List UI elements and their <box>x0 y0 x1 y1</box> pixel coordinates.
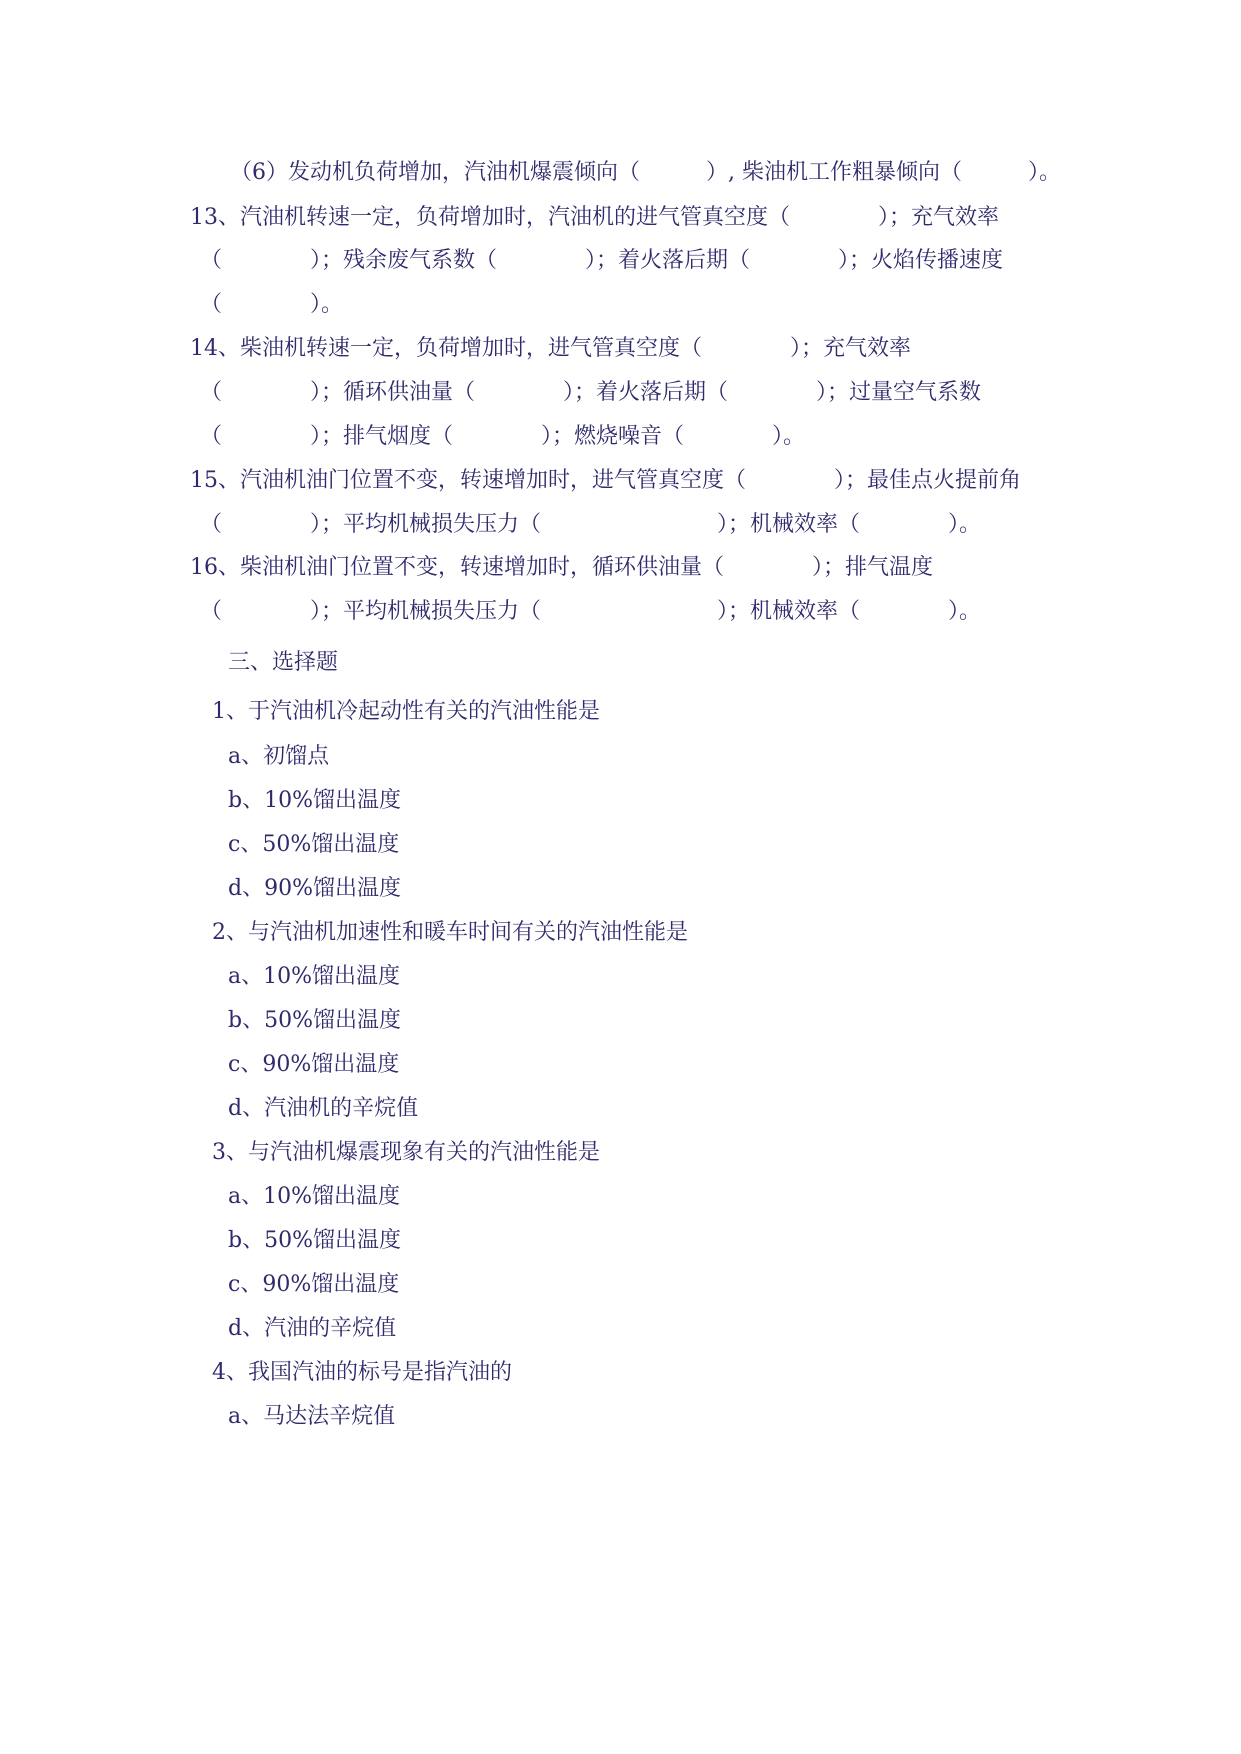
question-option: c、90%馏出温度 <box>228 1052 400 1077</box>
question-stem: 3、与汽油机爆震现象有关的汽油性能是 <box>212 1140 600 1165</box>
question-option: a、初馏点 <box>228 744 330 769</box>
question-stem: 4、我国汽油的标号是指汽油的 <box>212 1360 512 1385</box>
fill-blank-line-q13-c: （ ）。 <box>200 292 344 317</box>
question-option: b、50%馏出温度 <box>228 1008 401 1033</box>
question-stem: 2、与汽油机加速性和暖车时间有关的汽油性能是 <box>212 920 688 945</box>
fill-blank-line-q14-a: 14、柴油机转速一定，负荷增加时，进气管真空度（ ）；充气效率 <box>190 336 911 361</box>
question-option: d、90%馏出温度 <box>228 876 401 901</box>
question-option: d、汽油机的辛烷值 <box>228 1096 419 1121</box>
question-option: a、10%馏出温度 <box>228 1184 401 1209</box>
fill-blank-line-q14-b: （ ）；循环供油量（ ）；着火落后期（ ）；过量空气系数 <box>200 380 982 405</box>
question-option: a、10%馏出温度 <box>228 964 401 989</box>
fill-blank-line-q13-a: 13、汽油机转速一定，负荷增加时，汽油机的进气管真空度（ ）；充气效率 <box>190 205 999 230</box>
question-stem: 1、于汽油机冷起动性有关的汽油性能是 <box>212 699 600 724</box>
fill-blank-line-q14-c: （ ）；排气烟度（ ）；燃烧噪音（ ）。 <box>200 424 806 449</box>
fill-blank-line-q15-b: （ ）；平均机械损失压力（ ）；机械效率（ ）。 <box>200 512 982 537</box>
fill-blank-line-q12-6: （6）发动机负荷增加，汽油机爆震倾向（ ）, 柴油机工作粗暴倾向（ ）。 <box>230 160 1061 185</box>
question-option: c、50%馏出温度 <box>228 832 400 857</box>
fill-blank-line-q13-b: （ ）；残余废气系数（ ）；着火落后期（ ）；火焰传播速度 <box>200 248 1004 273</box>
question-option: b、10%馏出温度 <box>228 788 401 813</box>
fill-blank-line-q16-b: （ ）；平均机械损失压力（ ）；机械效率（ ）。 <box>200 599 982 624</box>
fill-blank-line-q16-a: 16、柴油机油门位置不变，转速增加时，循环供油量（ ）；排气温度 <box>190 555 933 580</box>
question-option: c、90%馏出温度 <box>228 1272 400 1297</box>
fill-blank-line-q15-a: 15、汽油机油门位置不变，转速增加时，进气管真空度（ ）；最佳点火提前角 <box>190 468 1021 493</box>
question-option: d、汽油的辛烷值 <box>228 1316 397 1341</box>
question-option: a、马达法辛烷值 <box>228 1404 396 1429</box>
question-option: b、50%馏出温度 <box>228 1228 401 1253</box>
section-title: 三、选择题 <box>228 650 339 675</box>
